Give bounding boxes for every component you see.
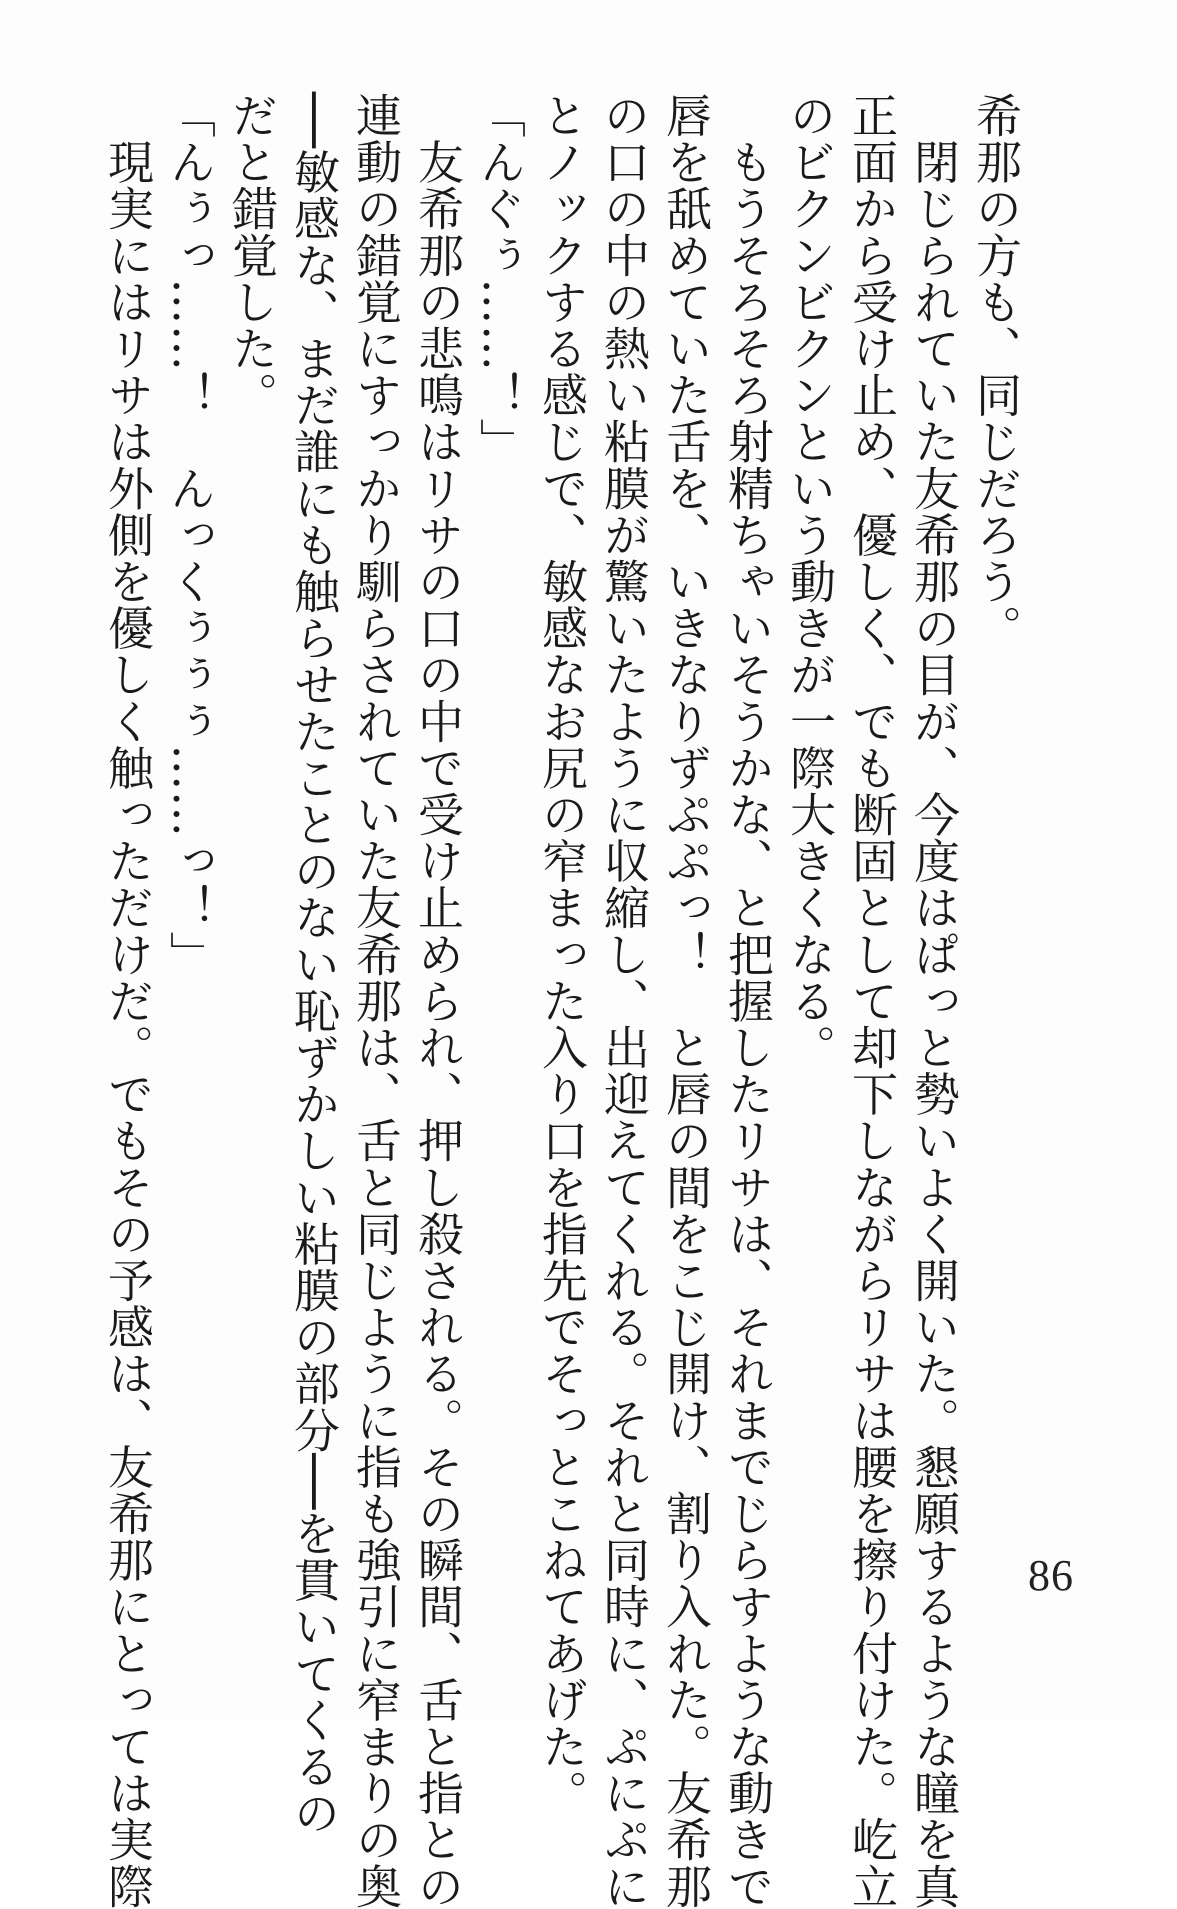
text-line: 連動の錯覚にすっかり馴らされていた友希那は、舌と同じように指も強引に窄まりの奥 <box>349 92 403 1909</box>
page-number: 86 <box>1028 1551 1074 1600</box>
text-line: 友希那の悲鳴はリサの口の中で受け止められ、押し殺される。その瞬間、舌と指との <box>411 92 465 1909</box>
text-line: 現実にはリサは外側を優しく触っただけだ。でもその予感は、友希那にとっては実際 <box>101 92 155 1909</box>
vertical-text-body <box>101 92 1027 1909</box>
text-line: 「んぅっ……！ んっくぅぅぅ……っ！」 <box>163 92 217 978</box>
text-line: とノックする感じで、敏感なお尻の窄まった入り口を指先でそっとこねてあげた。 <box>535 92 589 1817</box>
text-line: 「んぐぅ……！」 <box>473 92 527 465</box>
text-line: もうそろそろ射精ちゃいそうかな、と把握したリサは、それまでじらすような動きで <box>721 92 775 1909</box>
text-line: だと錯覚した。 <box>225 92 279 419</box>
text-line: 正面から受け止め、優しく、でも断固として却下しながらリサは腰を擦り付けた。屹立 <box>845 92 899 1909</box>
text-line: 希那の方も、同じだろう。 <box>969 92 1023 652</box>
text-line: の口の中の熱い粘膜が驚いたように収縮し、出迎えてくれる。それと同時に、ぷにぷに <box>597 92 651 1909</box>
text-line: のビクンビクンという動きが一際大きくなる。 <box>783 92 837 1071</box>
text-line: 唇を舐めていた舌を、いきなりずぷぷっ！ と唇の間をこじ開け、割り入れた。友希那 <box>659 92 713 1909</box>
text-line: 閉じられていた友希那の目が、今度はぱっと勢いよく開いた。懇願するような瞳を真 <box>907 92 961 1909</box>
text-line: ──敏感な、まだ誰にも触らせたことのない恥ずかしい粘膜の部分──を貫いてくるの <box>287 92 341 1837</box>
